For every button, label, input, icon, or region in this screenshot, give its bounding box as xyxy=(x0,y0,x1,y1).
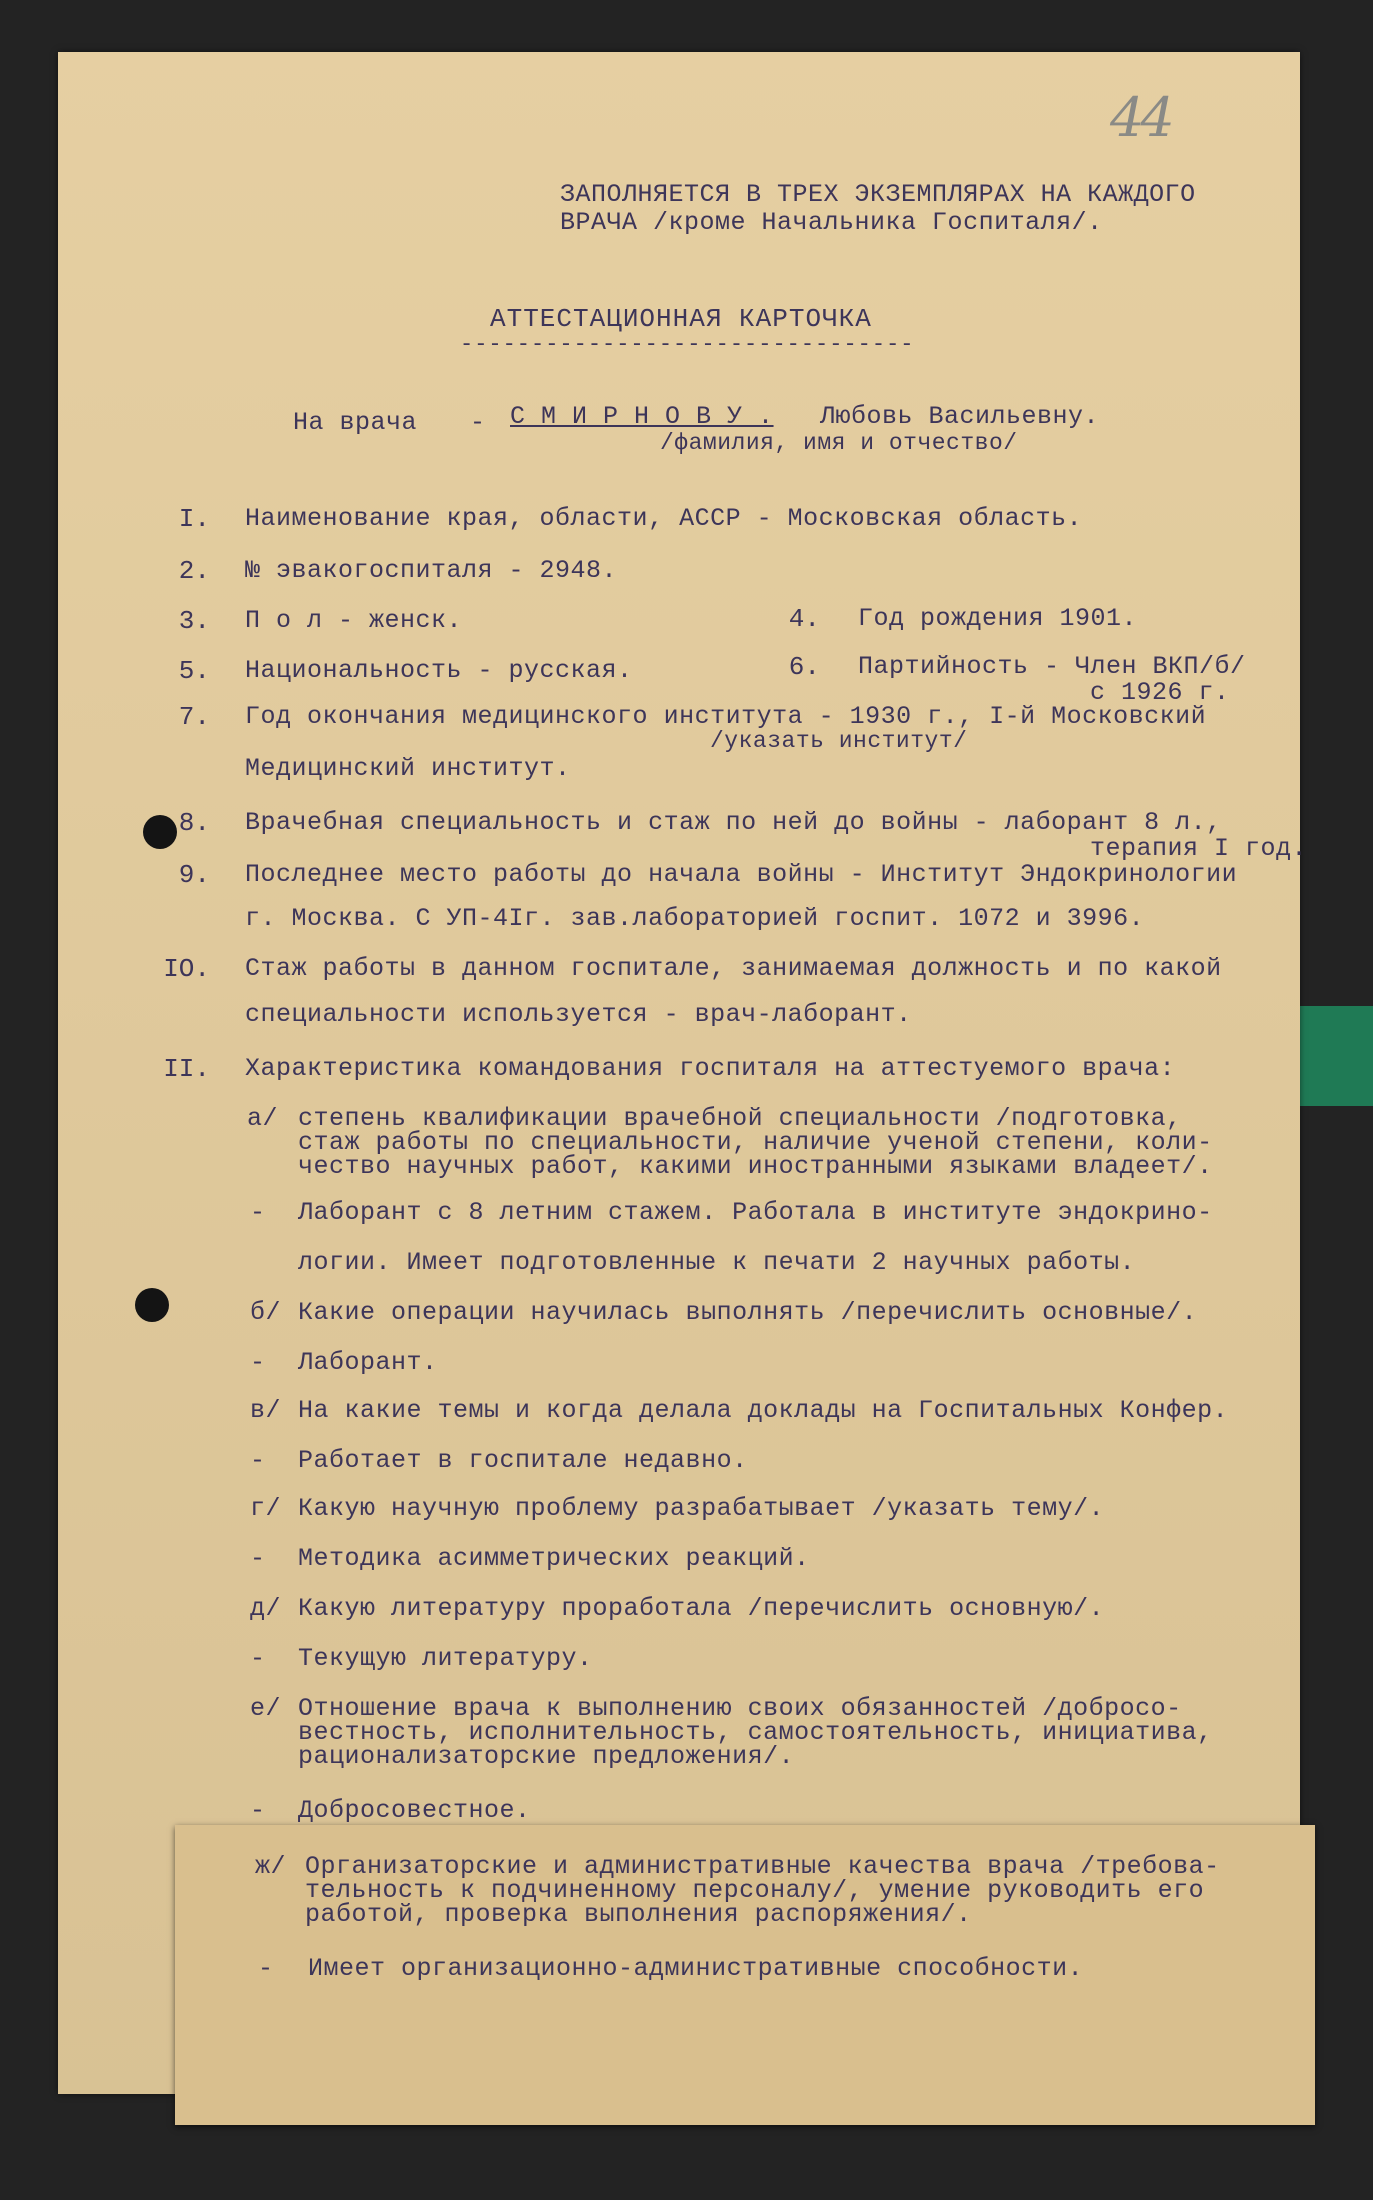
header-line-1: ЗАПОЛНЯЕТСЯ В ТРЕХ ЭКЗЕМПЛЯРАХ НА КАЖДОГО xyxy=(560,180,1196,209)
item-text: Партийность - Член ВКП/б/ xyxy=(858,652,1246,681)
item-text: /указать институт/ xyxy=(710,728,968,754)
subitem-line: Какие операции научилась выполнять /перечислить основные/. xyxy=(298,1298,1198,1327)
item-number: IO. xyxy=(163,954,210,984)
subitem-mark: - xyxy=(250,1644,266,1673)
item-text: Медицинский институт. xyxy=(245,754,571,783)
subitem-line: логии. Имеет подготовленные к печати 2 научных работы. xyxy=(298,1248,1136,1277)
item-number: II. xyxy=(163,1054,210,1084)
item-text: Врачебная специальность и стаж по ней до войны - лаборант 8 л., xyxy=(245,808,1222,837)
subitem-line: работой, проверка выполнения распоряжения/. xyxy=(305,1900,972,1929)
item-text: Год окончания медицинского института - 1930 г., I-й Московский xyxy=(245,702,1207,731)
given-names: Любовь Васильевну. xyxy=(820,402,1100,431)
item-number: 5. xyxy=(178,656,210,686)
name-caption: /фамилия, имя и отчество/ xyxy=(660,430,1018,456)
subitem-mark: - xyxy=(250,1544,266,1573)
item-number: 2. xyxy=(178,556,210,586)
subitem-line: вестность, исполнительность, самостоятельность, инициатива, xyxy=(298,1718,1213,1747)
subitem-line: степень квалификации врачебной специальности /подготовка, xyxy=(298,1104,1182,1133)
subitem-mark: - xyxy=(250,1446,266,1475)
subitem-mark: ж/ xyxy=(255,1852,287,1881)
subitem-mark: - xyxy=(250,1348,266,1377)
subitem-line: Организаторские и административные качества врача /требова- xyxy=(305,1852,1220,1881)
item-text: специальности используется - врач-лаборант. xyxy=(245,1000,912,1029)
page-number: 44 xyxy=(1110,86,1171,149)
name-dash: - xyxy=(470,408,486,437)
subitem-mark: б/ xyxy=(250,1298,282,1327)
subitem-line: Лаборант с 8 летним стажем. Работала в институте эндокрино- xyxy=(298,1198,1213,1227)
subitem-mark: е/ xyxy=(250,1694,282,1723)
subitem-line: Отношение врача к выполнению своих обязанностей /добросо- xyxy=(298,1694,1182,1723)
subitem-line: стаж работы по специальности, наличие ученой степени, коли- xyxy=(298,1128,1213,1157)
subitem-mark: - xyxy=(258,1954,274,1983)
subitem-mark: - xyxy=(250,1198,266,1227)
item-number: I. xyxy=(178,504,210,534)
item-text: Наименование края, области, АССР - Московская область. xyxy=(245,504,1083,533)
subitem-line: Текущую литературу. xyxy=(298,1644,593,1673)
surname: С М И Р Н О В У . xyxy=(510,402,774,431)
subitem-line: Лаборант. xyxy=(298,1348,438,1377)
item-text: № эвакогоспиталя - 2948. xyxy=(245,556,618,585)
subitem-mark: д/ xyxy=(250,1594,282,1623)
item-number: 8. xyxy=(178,808,210,838)
item-number: 4. xyxy=(788,604,820,634)
item-number: 7. xyxy=(178,702,210,732)
item-text: терапия I год. xyxy=(1090,834,1308,863)
item-text: Характеристика командования госпиталя на аттестуемого врача: xyxy=(245,1054,1176,1083)
subitem-line: Методика асимметрических реакций. xyxy=(298,1544,810,1573)
subitem-line: Имеет организационно-административные способности. xyxy=(308,1954,1084,1983)
item-number: 6. xyxy=(788,652,820,682)
subitem-mark: в/ xyxy=(250,1396,282,1425)
header-line-2: ВРАЧА /кроме Начальника Госпиталя/. xyxy=(560,208,1103,237)
item-text: Стаж работы в данном госпитале, занимаемая должность и по какой xyxy=(245,954,1222,983)
item-text: с 1926 г. xyxy=(1090,678,1230,707)
item-number: 3. xyxy=(178,606,210,636)
name-prefix: На врача xyxy=(293,408,418,437)
item-number: 9. xyxy=(178,860,210,890)
subitem-line: тельность к подчиненному персоналу/, умение руководить его xyxy=(305,1876,1205,1905)
green-tab xyxy=(1300,1006,1373,1106)
subitem-line: На какие темы и когда делала доклады на Госпитальных Конфер. xyxy=(298,1396,1229,1425)
subitem-line: Какую литературу проработала /перечислить основную/. xyxy=(298,1594,1105,1623)
subitem-line: чество научных работ, какими иностранными языками владеет/. xyxy=(298,1152,1213,1181)
subitem-line: рационализаторские предложения/. xyxy=(298,1742,795,1771)
subitem-line: Работает в госпитале недавно. xyxy=(298,1446,748,1475)
punch-hole xyxy=(135,1288,169,1322)
subitem-mark: - xyxy=(250,1796,266,1825)
item-text: Последнее место работы до начала войны - Институт Эндокринологии xyxy=(245,860,1238,889)
item-text: П о л - женск. xyxy=(245,606,463,635)
item-text: Год рождения 1901. xyxy=(858,604,1138,633)
subitem-line: Какую научную проблему разрабатывает /указать тему/. xyxy=(298,1494,1105,1523)
subitem-line: Добросовестное. xyxy=(298,1796,531,1825)
item-text: Национальность - русская. xyxy=(245,656,633,685)
subitem-mark: г/ xyxy=(250,1494,282,1523)
item-text: г. Москва. С УП-4Iг. зав.лабораторией госпит. 1072 и 3996. xyxy=(245,904,1145,933)
document-title: АТТЕСТАЦИОННАЯ КАРТОЧКА xyxy=(490,304,872,334)
subitem-mark: а/ xyxy=(247,1104,279,1133)
title-underline: -------------------------------- xyxy=(460,332,915,357)
